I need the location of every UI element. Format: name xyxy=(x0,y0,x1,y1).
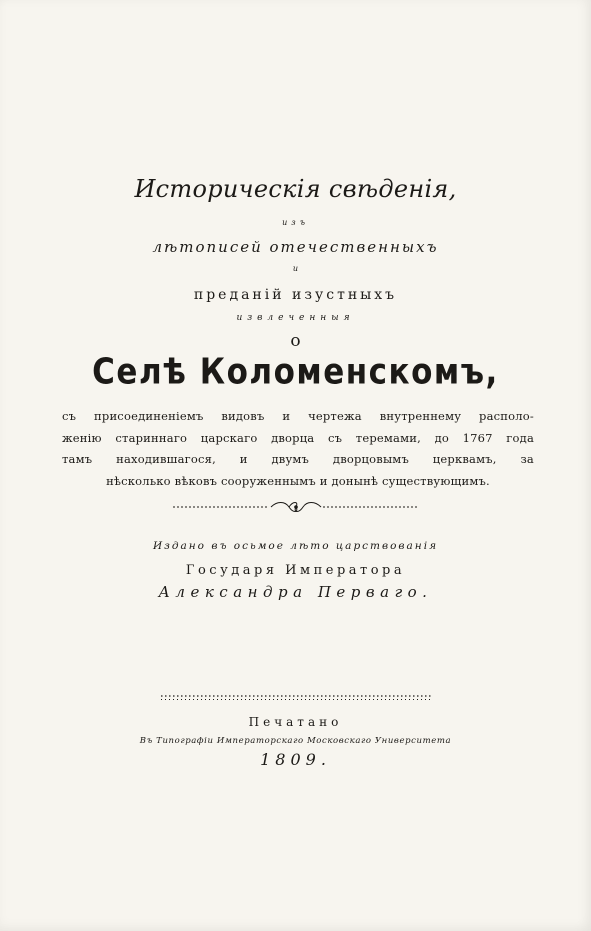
imprint-year: 1809. xyxy=(260,750,331,769)
book-title: Историческія свѣденія, xyxy=(134,175,457,203)
description-line: нѣсколько вѣковъ сооруженнымъ и донынѣ существующимъ. xyxy=(106,473,490,488)
imprint-press: Въ Типографіи Императорскаго Московскаго Университета xyxy=(139,736,452,746)
imprint-printed: Печатано xyxy=(248,715,343,729)
title-word-iz: изъ xyxy=(282,218,309,227)
title-word-o: о xyxy=(290,331,301,351)
description-paragraph xyxy=(62,406,534,492)
description-line: съ присоединеніемъ видовъ и чертежа внутреннему располо- xyxy=(62,409,534,423)
alexander-the-first: Александра Перваго. xyxy=(158,583,433,601)
title-izvlechennyya: извлеченныя xyxy=(236,313,355,323)
dotted-rule xyxy=(161,694,433,702)
title-predaniy: преданій изустныхъ xyxy=(193,287,398,303)
title-word-i: и xyxy=(292,264,299,273)
description-line: тамъ находившагося, и двумъ дворцовымъ церквамъ, за xyxy=(62,452,534,466)
title-letopisey: лѣтописей отечественныхъ xyxy=(152,238,439,256)
published-in-reign: Издано въ осьмое лѣто царствованія xyxy=(152,540,439,552)
sovereign-emperor: Государя Императора xyxy=(185,563,406,578)
title-sele-kolomenskom: Селѣ Коломенскомъ, xyxy=(92,351,499,393)
ornament-divider xyxy=(173,500,419,514)
description-line: женію стариннаго царскаго дворца съ теремами, до 1767 года xyxy=(62,430,534,445)
